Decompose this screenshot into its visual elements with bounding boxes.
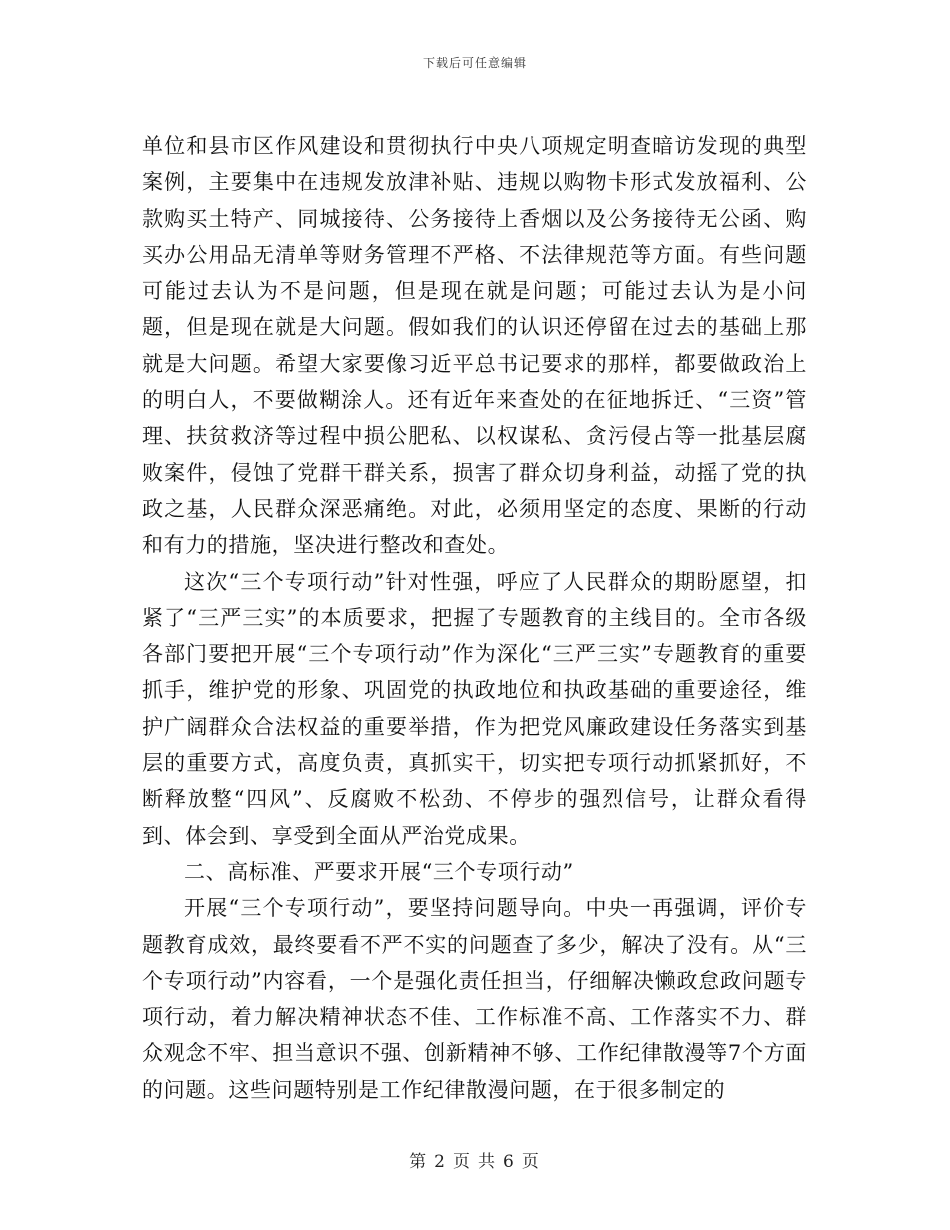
paragraph: 开展“三个专项行动”，要坚持问题导向。中央一再强调，评价专题教育成效，最终要看不严不实的问题查了多少，解决了没有。从“三个专项行动”内容看，一个是强化责任担当，仔细解决懒政怠政问题专项行动，着力解决精神状态不佳、工作标准不高、工作落实不力、群众观念不牢、担当意识不强、创新精神不够、工作纪律散漫等7个方面的问题。这些问题特别是工作纪律散漫问题，在于很多制定的 xyxy=(142,896,807,1102)
page-header-note: 下载后可任意编辑 xyxy=(422,56,527,70)
page-label-total-word: 共 xyxy=(478,1152,497,1172)
paragraph: 这次“三个专项行动”针对性强，呼应了人民群众的期盼愿望，扣紧了“三严三实”的本质要求，把握了专题教育的主线目的。全市各级各部门要把开展“三个专项行动”作为深化“三严三实”专题教育的重要抓手，维护党的形象、巩固党的执政地位和执政基础的重要途径，维护广阔群众合法权益的重要举措，作为把党风廉政建设任务落实到基层的重要方式，高度负责，真抓实干，切实把专项行动抓紧抓好，不断释放整“四风”、反腐败不松劲、不停步的强烈信号，让群众看得到、体会到、享受到全面从严治党成果。 xyxy=(142,569,807,848)
paragraph-continued: 单位和县市区作风建设和贯彻执行中央八项规定明查暗访发现的典型案例，主要集中在违规发放津补贴、违规以购物卡形式发放福利、公款购买土特产、同城接待、公务接待上香烟以及公务接待无公函、购买办公用品无清单等财务管理不严格、不法律规范等方面。有些问题可能过去认为不是问题，但是现在就是问题；可能过去认为是小问题，但是现在就是大问题。假如我们的认识还停留在过去的基础上那就是大问题。希望大家要像习近平总书记要求的那样，都要做政治上的明白人，不要做糊涂人。还有近年来查处的在征地拆迁、“三资”管理、扶贫救济等过程中损公肥私、以权谋私、贪污侵占等一批基层腐败案件，侵蚀了党群干群关系，损害了群众切身利益，动摇了党的执政之基，人民群众深恶痛绝。对此，必须用坚定的态度、果断的行动和有力的措施，坚决进行整改和查处。 xyxy=(142,134,807,558)
page-label-prefix: 第 xyxy=(409,1152,429,1172)
current-page-number: 2 xyxy=(434,1152,447,1172)
page-label-suffix: 页 xyxy=(521,1152,541,1172)
section-heading: 二、高标准、严要求开展“三个专项行动” xyxy=(184,859,574,884)
page-number-footer xyxy=(0,1147,950,1172)
page-label-mid: 页 xyxy=(453,1152,472,1172)
total-pages-number: 6 xyxy=(503,1152,516,1172)
document-body xyxy=(142,128,807,1108)
